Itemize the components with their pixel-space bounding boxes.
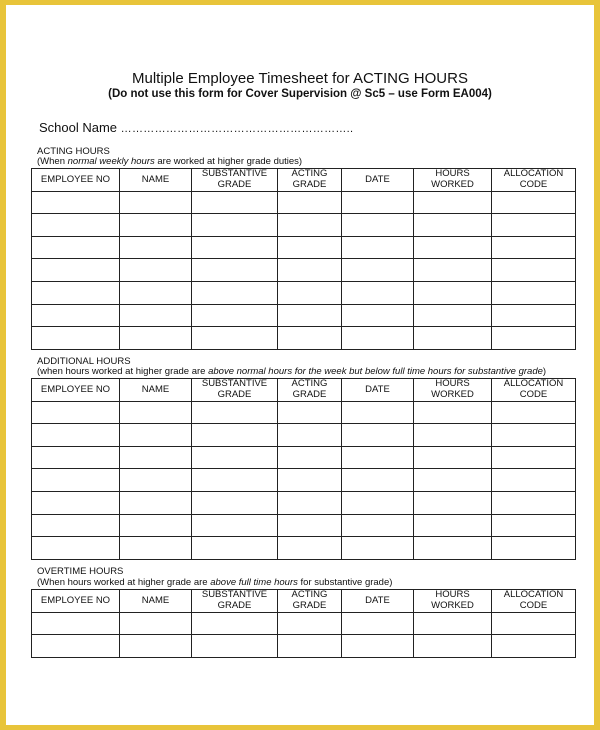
table-cell <box>342 424 414 447</box>
table-cell <box>120 259 192 282</box>
table-cell <box>32 259 120 282</box>
table-cell <box>192 304 278 327</box>
table-cell <box>192 424 278 447</box>
table-cell <box>32 469 120 492</box>
table-cell <box>492 469 576 492</box>
table-cell <box>120 191 192 214</box>
table-cell <box>342 401 414 424</box>
table-cell <box>278 537 342 560</box>
section-heading-acting: ACTING HOURS <box>37 146 110 157</box>
acting-hours-table <box>31 168 576 350</box>
table-cell <box>192 281 278 304</box>
table-row <box>32 236 576 259</box>
table-row <box>32 469 576 492</box>
table-cell <box>414 446 492 469</box>
table-row <box>32 281 576 304</box>
column-header: ACTING GRADE <box>278 169 342 192</box>
table-cell <box>414 327 492 350</box>
table-cell <box>32 281 120 304</box>
table-cell <box>414 214 492 237</box>
column-header: SUBSTANTIVE GRADE <box>192 169 278 192</box>
table-row <box>32 214 576 237</box>
table-cell <box>492 612 576 635</box>
school-name-fill-line: …………………………………………………….. <box>120 123 354 135</box>
table-cell <box>492 514 576 537</box>
table-cell <box>32 514 120 537</box>
table-cell <box>492 635 576 658</box>
table-cell <box>120 304 192 327</box>
table-cell <box>414 259 492 282</box>
table-cell <box>492 214 576 237</box>
table-cell <box>492 281 576 304</box>
column-header: EMPLOYEE NO <box>32 379 120 402</box>
table-cell <box>120 537 192 560</box>
table-cell <box>342 514 414 537</box>
table-cell <box>120 236 192 259</box>
table-cell <box>492 236 576 259</box>
table-cell <box>414 424 492 447</box>
table-cell <box>342 537 414 560</box>
table-cell <box>278 214 342 237</box>
table-cell <box>414 491 492 514</box>
table-cell <box>492 446 576 469</box>
table-cell <box>192 469 278 492</box>
table-cell <box>192 401 278 424</box>
table-cell <box>32 424 120 447</box>
table-cell <box>342 259 414 282</box>
table-cell <box>192 491 278 514</box>
table-cell <box>120 424 192 447</box>
table-cell <box>120 469 192 492</box>
table-row <box>32 446 576 469</box>
column-header: DATE <box>342 590 414 613</box>
table-row <box>32 514 576 537</box>
overtime-hours-table <box>31 589 576 658</box>
column-header: NAME <box>120 590 192 613</box>
school-name-line <box>39 120 353 135</box>
table-cell <box>342 304 414 327</box>
column-header: ALLOCATION CODE <box>492 169 576 192</box>
table-cell <box>278 612 342 635</box>
table-cell <box>32 446 120 469</box>
table-cell <box>120 401 192 424</box>
table-cell <box>414 469 492 492</box>
table-cell <box>278 401 342 424</box>
table-cell <box>414 304 492 327</box>
table-cell <box>492 304 576 327</box>
table-row <box>32 537 576 560</box>
table-cell <box>278 304 342 327</box>
table-cell <box>120 446 192 469</box>
table-cell <box>32 635 120 658</box>
table-cell <box>492 191 576 214</box>
table-cell <box>278 514 342 537</box>
table-cell <box>32 304 120 327</box>
table-cell <box>32 236 120 259</box>
table-cell <box>492 259 576 282</box>
table-cell <box>278 281 342 304</box>
column-header: ACTING GRADE <box>278 590 342 613</box>
table-cell <box>414 514 492 537</box>
table-row <box>32 424 576 447</box>
table-cell <box>120 635 192 658</box>
section-note-additional: (when hours worked at higher grade are above normal hours for the week but below full time hours for substantive grade) <box>37 366 547 377</box>
column-header: HOURS WORKED <box>414 379 492 402</box>
table-cell <box>278 635 342 658</box>
table-cell <box>32 327 120 350</box>
table-cell <box>414 612 492 635</box>
table-cell <box>342 446 414 469</box>
column-header: ALLOCATION CODE <box>492 590 576 613</box>
form-subtitle: (Do not use this form for Cover Supervision @ Sc5 – use Form EA004) <box>108 88 492 100</box>
table-cell <box>414 236 492 259</box>
table-cell <box>414 537 492 560</box>
table-cell <box>120 327 192 350</box>
column-header: DATE <box>342 169 414 192</box>
table-cell <box>342 281 414 304</box>
section-heading-overtime: OVERTIME HOURS <box>37 566 124 577</box>
table-cell <box>32 214 120 237</box>
table-row <box>32 635 576 658</box>
table-cell <box>492 537 576 560</box>
table-cell <box>414 635 492 658</box>
table-cell <box>278 469 342 492</box>
table-cell <box>342 327 414 350</box>
table-cell <box>120 214 192 237</box>
table-cell <box>192 214 278 237</box>
table-row <box>32 612 576 635</box>
table-cell <box>342 191 414 214</box>
table-cell <box>120 612 192 635</box>
table-cell <box>120 491 192 514</box>
table-cell <box>278 236 342 259</box>
table-cell <box>278 491 342 514</box>
table-cell <box>492 401 576 424</box>
table-cell <box>278 191 342 214</box>
table-row <box>32 327 576 350</box>
column-header: SUBSTANTIVE GRADE <box>192 590 278 613</box>
column-header: SUBSTANTIVE GRADE <box>192 379 278 402</box>
table-cell <box>192 259 278 282</box>
column-header: NAME <box>120 379 192 402</box>
section-note-acting: (When normal weekly hours are worked at higher grade duties) <box>37 156 303 167</box>
table-row <box>32 259 576 282</box>
table-cell <box>342 635 414 658</box>
column-header: ACTING GRADE <box>278 379 342 402</box>
table-cell <box>342 612 414 635</box>
table-cell <box>32 537 120 560</box>
table-cell <box>192 191 278 214</box>
table-cell <box>192 635 278 658</box>
table-cell <box>278 446 342 469</box>
table-header-row <box>32 590 576 613</box>
table-cell <box>32 491 120 514</box>
section-note-overtime: (When hours worked at higher grade are above full time hours for substantive grade) <box>37 577 393 588</box>
table-cell <box>414 191 492 214</box>
column-header: DATE <box>342 379 414 402</box>
column-header: HOURS WORKED <box>414 590 492 613</box>
column-header: HOURS WORKED <box>414 169 492 192</box>
table-cell <box>192 327 278 350</box>
table-cell <box>492 491 576 514</box>
table-cell <box>492 327 576 350</box>
table-cell <box>32 401 120 424</box>
table-cell <box>278 259 342 282</box>
table-cell <box>32 612 120 635</box>
table-cell <box>192 514 278 537</box>
column-header: NAME <box>120 169 192 192</box>
column-header: ALLOCATION CODE <box>492 379 576 402</box>
column-header: EMPLOYEE NO <box>32 590 120 613</box>
table-cell <box>120 514 192 537</box>
table-cell <box>192 446 278 469</box>
section-heading-additional: ADDITIONAL HOURS <box>37 356 131 367</box>
document-page <box>6 5 594 725</box>
table-cell <box>32 191 120 214</box>
table-header-row <box>32 169 576 192</box>
table-row <box>32 191 576 214</box>
table-cell <box>414 281 492 304</box>
column-header: EMPLOYEE NO <box>32 169 120 192</box>
table-cell <box>342 214 414 237</box>
form-title: Multiple Employee Timesheet for ACTING HOURS <box>132 70 468 87</box>
table-cell <box>278 424 342 447</box>
table-cell <box>120 281 192 304</box>
table-cell <box>192 612 278 635</box>
table-cell <box>192 537 278 560</box>
table-row <box>32 401 576 424</box>
table-cell <box>492 424 576 447</box>
table-cell <box>342 491 414 514</box>
table-header-row <box>32 379 576 402</box>
additional-hours-table <box>31 378 576 560</box>
table-row <box>32 304 576 327</box>
table-cell <box>192 236 278 259</box>
table-row <box>32 491 576 514</box>
table-cell <box>342 236 414 259</box>
table-cell <box>342 469 414 492</box>
table-cell <box>278 327 342 350</box>
table-cell <box>414 401 492 424</box>
school-name-label: School Name <box>39 120 118 135</box>
